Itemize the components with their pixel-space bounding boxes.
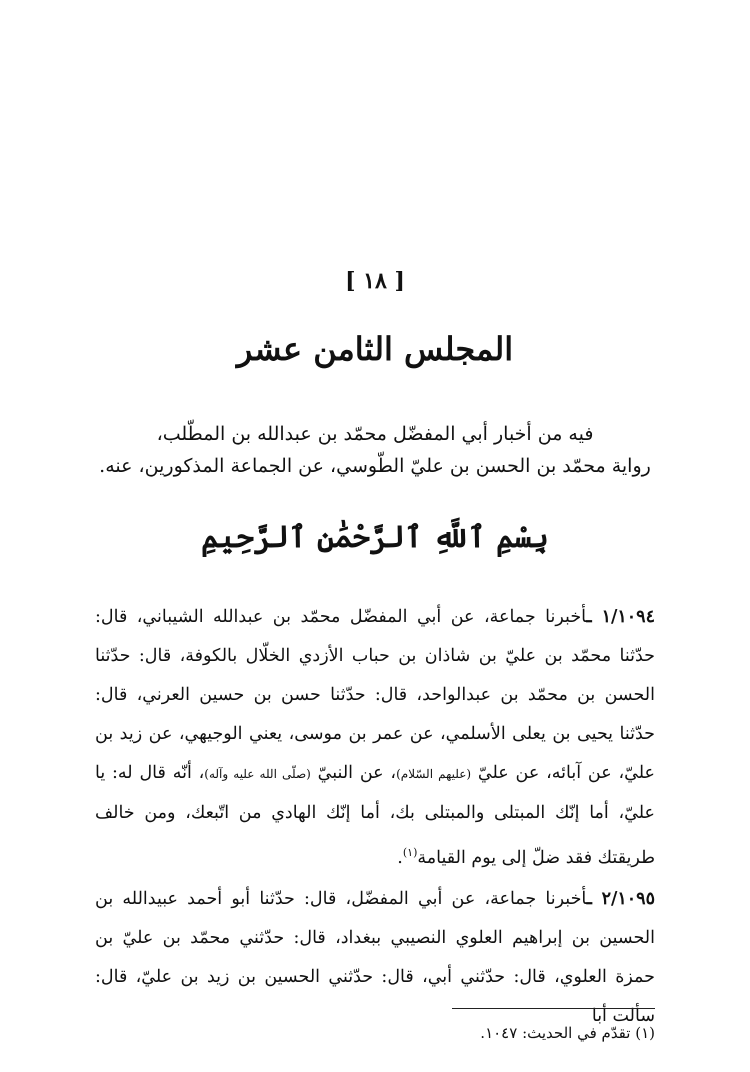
hadith-text: ، عن النبيّ [317, 763, 397, 783]
section-number: [ ١٨ ] [345, 268, 405, 294]
body-text [95, 598, 655, 1038]
honorific: (عليهم السّلام) [396, 767, 472, 781]
hadith-text: ، أنّه قال له: يا عليّ، أما إنّك المبتلى والمبتلى بك، أما إنّك الهادي من اتّبعك، ومن خالف طريقتك فقد ضلّ إلى يوم القيامة [95, 763, 655, 868]
hadith-text: أخبرنا جماعة، عن أبي المفضّل، قال: حدّثنا أبو أحمد عبيدالله بن الحسين بن إبراهيم العلوي النصيبي ببغداد، قال: حدّثني محمّد بن عليّ بن حمزة العلوي، قال: حدّثني أبي، قال: حدّثني الحسين بن زيد بن عليّ، قال: سألت أبا [95, 888, 655, 1026]
hadith-paragraph-2 [95, 880, 655, 1036]
footnote-divider [452, 1008, 655, 1009]
intro-line-1: فيه من أخبار أبي المفضّل محمّد بن عبدالله بن المطّلب، [156, 423, 594, 445]
footnote-reference[interactable]: (١) [402, 846, 418, 859]
footnote: (١) تقدّم في الحديث: ١٠٤٧. [480, 1024, 655, 1042]
chapter-title: المجلس الثامن عشر [236, 330, 514, 368]
honorific: (صلّى الله عليه وآله) [204, 767, 311, 781]
intro-line-2: رواية محمّد بن الحسن بن عليّ الطّوسي، عن الجماعة المذكورين، عنه. [99, 455, 651, 477]
hadith-number: ٢/١٠٩٥ ـ [586, 888, 655, 909]
hadith-number: ١/١٠٩٤ ـ [586, 607, 655, 627]
basmala: بِسْمِ ٱللَّهِ ٱلرَّحْمَٰنِ ٱلرَّحِيمِ [201, 520, 549, 555]
hadith-text: أخبرنا جماعة، عن أبي المفضّل محمّد بن عبدالله الشيباني، قال: حدّثنا محمّد بن عليّ بن شاذان بن حباب الأزدي الخلّال بالكوفة، قال: حدّثنا الحسن بن محمّد بن عبدالواحد، قال: حدّثنا حسن بن حسين العرني، قال: حدّثنا يحيى بن يعلى الأسلمي، عن عمر بن موسى، يعني الوجيهي، عن زيد بن عليّ، عن آبائه، عن عليّ [95, 607, 655, 783]
hadith-paragraph-1 [95, 598, 655, 878]
chapter-intro [90, 418, 660, 482]
hadith-end: . [397, 847, 403, 868]
